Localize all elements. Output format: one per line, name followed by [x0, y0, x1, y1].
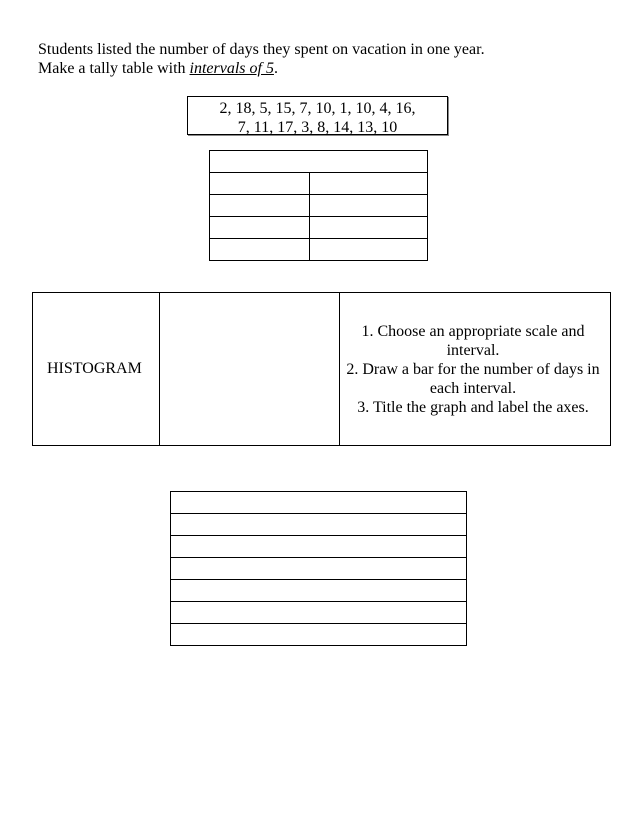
intro-line-2-suffix: . [273, 60, 278, 77]
answer-line[interactable] [171, 536, 467, 558]
tally-interval-cell[interactable] [210, 173, 310, 195]
data-values-box [187, 96, 448, 135]
instruction-item: 3. Title the graph and label the axes. [357, 398, 589, 416]
instructions-text [38, 40, 485, 78]
histogram-instructions [340, 293, 611, 446]
tally-count-cell[interactable] [310, 239, 428, 261]
intervals-emphasis: intervals of 5 [189, 60, 274, 77]
tally-row [210, 173, 428, 195]
intro-line-2-prefix: Make a tally table with [38, 60, 190, 77]
tally-count-cell[interactable] [310, 173, 428, 195]
answer-line-row [171, 492, 467, 514]
instruction-item: 2. Draw a bar for the number of days in each interval. [346, 360, 600, 397]
answer-line[interactable] [171, 492, 467, 514]
tally-count-cell[interactable] [310, 217, 428, 239]
tally-header-row [210, 151, 428, 173]
histogram-drawing-area[interactable] [160, 293, 340, 446]
answer-line-row [171, 602, 467, 624]
tally-header-cell[interactable] [210, 151, 428, 173]
answer-lines-table [170, 491, 467, 646]
tally-table [209, 150, 428, 261]
tally-interval-cell[interactable] [210, 195, 310, 217]
answer-line[interactable] [171, 580, 467, 602]
histogram-row [33, 293, 611, 446]
instruction-item: 1. Choose an appropriate scale and interval. [361, 322, 585, 359]
answer-line-row [171, 536, 467, 558]
tally-count-cell[interactable] [310, 195, 428, 217]
answer-line-row [171, 624, 467, 646]
answer-line[interactable] [171, 558, 467, 580]
answer-line[interactable] [171, 602, 467, 624]
tally-row [210, 239, 428, 261]
histogram-table [32, 292, 611, 446]
tally-row [210, 217, 428, 239]
data-values-line-1: 2, 18, 5, 15, 7, 10, 1, 10, 4, 16, [219, 100, 416, 117]
answer-line-row [171, 514, 467, 536]
answer-line[interactable] [171, 624, 467, 646]
tally-interval-cell[interactable] [210, 239, 310, 261]
intro-line-2 [38, 59, 485, 78]
tally-interval-cell[interactable] [210, 217, 310, 239]
tally-row [210, 195, 428, 217]
data-values-line-2: 7, 11, 17, 3, 8, 14, 13, 10 [237, 119, 398, 136]
answer-line[interactable] [171, 514, 467, 536]
answer-line-row [171, 558, 467, 580]
intro-line-1: Students listed the number of days they spent on vacation in one year. [38, 41, 485, 58]
histogram-label: HISTOGRAM [33, 293, 160, 446]
answer-line-row [171, 580, 467, 602]
